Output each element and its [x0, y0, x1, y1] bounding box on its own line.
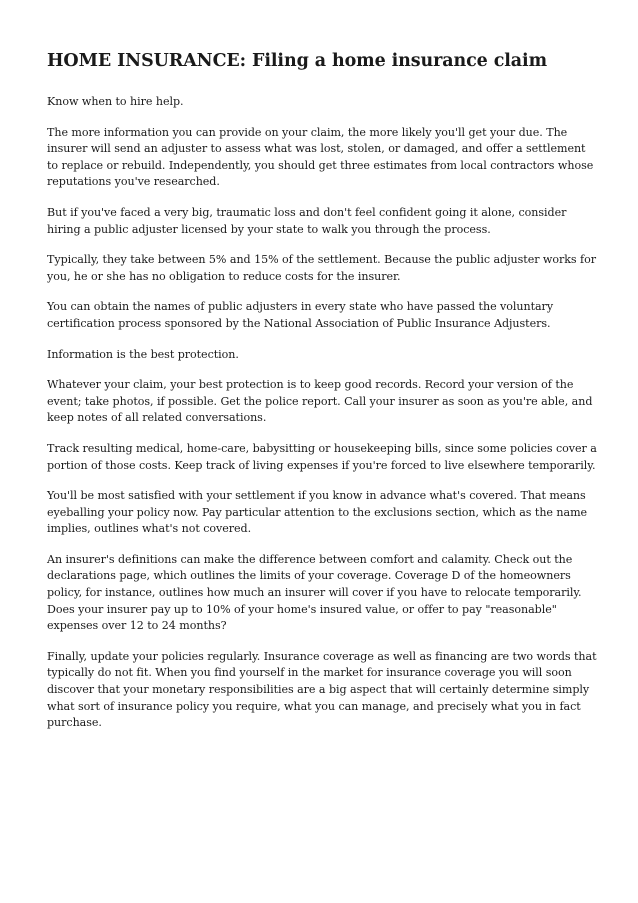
paragraph-know-coverage: You'll be most satisfied with your settlement if you know in advance what's covered. That means eyeballing your policy now. Pay particular attention to the exclusions section, which as the name implies, outlines what's not covered. [47, 489, 588, 536]
paragraph-update-policies: Finally, update your policies regularly. Insurance coverage as well as financing are two words that typically do not fit. When you find yourself in the market for insurance coverage you will soon discover that your monetary responsibilities are a big aspect that will certainly determine simply what sort of insurance policy you require, what you can manage, and precisely what you in fact purchase. [47, 649, 597, 730]
paragraph-adjuster-names: You can obtain the names of public adjusters in every state who have passed the voluntary certification process sponsored by the National Association of Public Insurance Adjusters. [47, 300, 554, 330]
document-page [47, 50, 597, 746]
document-title: HOME INSURANCE: Filing a home insurance claim [47, 51, 548, 71]
paragraph-hire-help-heading: Know when to hire help. [47, 95, 184, 108]
paragraph-track-bills: Track resulting medical, home-care, babysitting or housekeeping bills, since some policies cover a portion of those costs. Keep track of living expenses if you're forced to live elsewhere temporarily. [47, 441, 597, 472]
paragraph-adjuster-fees: Typically, they take between 5% and 15% of the settlement. Because the public adjuster works for you, he or she has no obligation to reduce costs for the insurer. [47, 253, 596, 283]
paragraph-public-adjuster: But if you've faced a very big, traumatic loss and don't feel confident going it alone, consider hiring a public adjuster licensed by your state to walk you through the process. [47, 205, 567, 236]
paragraph-claim-information: The more information you can provide on your claim, the more likely you'll get your due. The insurer will send an adjuster to assess what was lost, stolen, or damaged, and offer a settlement to replace or rebuild. Independently, you should get three estimates from local contractors whose reputations you've researched. [47, 125, 594, 189]
paragraph-protection-heading: Information is the best protection. [47, 347, 239, 361]
paragraph-insurer-definitions: An insurer's definitions can make the difference between comfort and calamity. Check out the declarations page, which outlines the limits of your coverage. Coverage D of the homeowners policy, for instance, outlines how much an insurer will cover if you have to relocate temporarily. Does your insurer pay up to 10% of your home's insured value, or offer to pay "reasonable" expenses over 12 to 24 months? [47, 552, 582, 633]
paragraph-keep-records: Whatever your claim, your best protection is to keep good records. Record your version of the event; take photos, if possible. Get the police report. Call your insurer as soon as you're able, and keep notes of all related conversations. [47, 378, 593, 425]
